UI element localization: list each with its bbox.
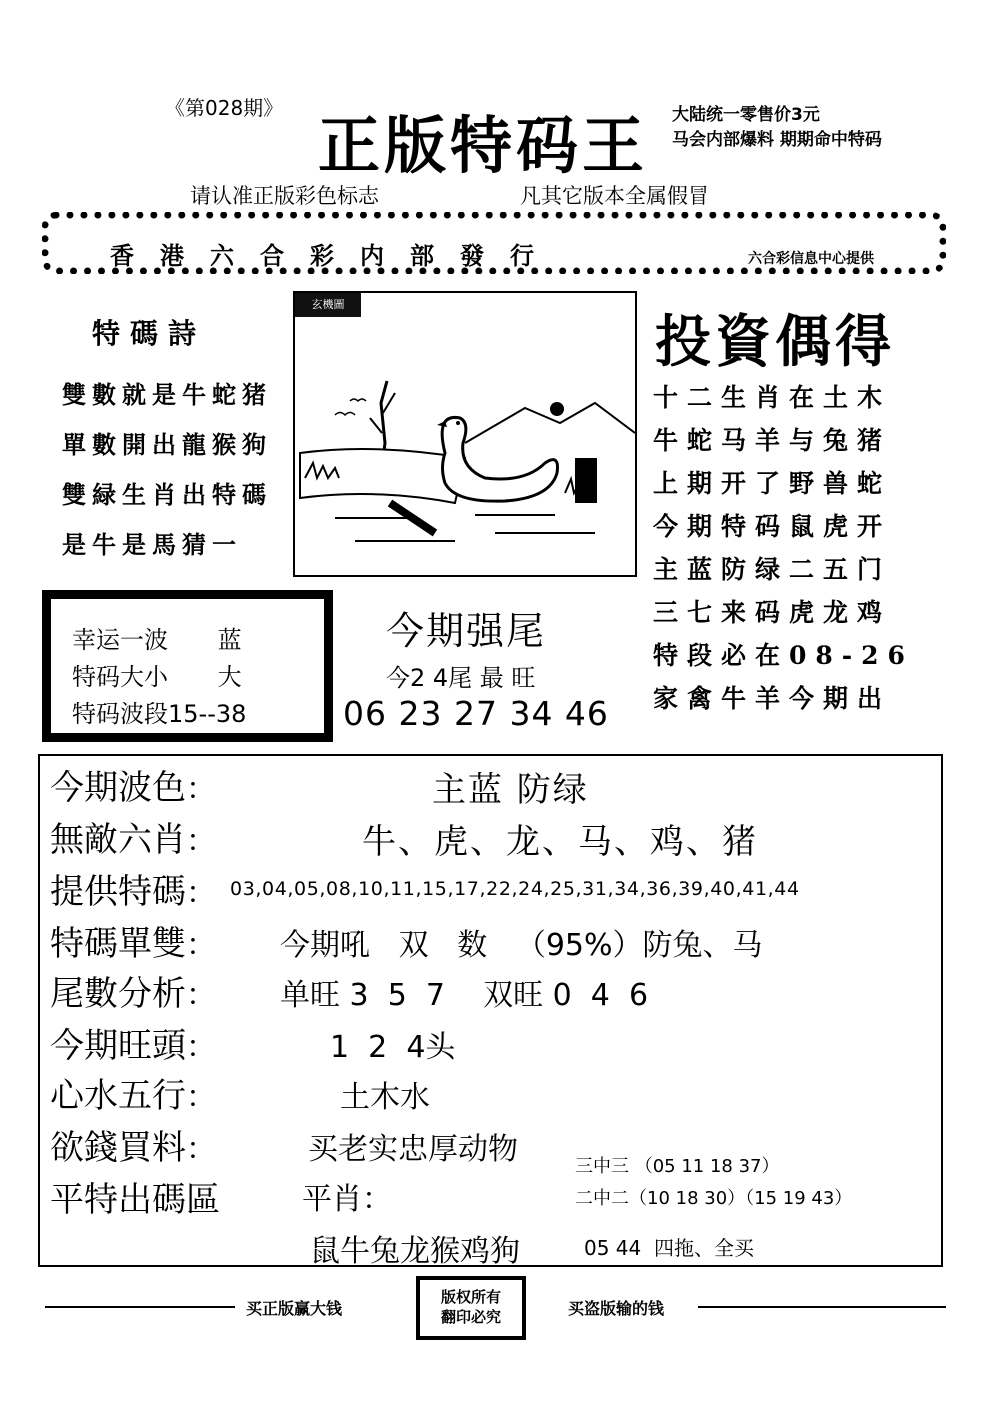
picture-tag: 玄機圖 [295,293,361,317]
banner-title: 香港六合彩内部發行 [110,241,560,270]
strong-title: 今期强尾 [386,609,547,653]
colon: ： [186,978,216,1013]
footer-line-left [45,1306,235,1308]
luck-wave-label: 幸运一波 [72,626,168,654]
row-oddeven [50,916,216,965]
issue-number: 《第028期》 [165,96,284,120]
colon: ： [186,824,216,859]
row-six-value: 牛、虎、龙、马、鸡、猪 [362,822,758,862]
three-hit: 三中三 （05 11 18 37） [575,1156,780,1177]
row-six-label: 無敵六肖 [50,820,186,860]
luck-range [72,694,246,729]
luck-wave [72,620,242,655]
row-flat-sub: 平肖： [302,1182,392,1217]
copyright-line1: 版权所有 [440,1288,501,1306]
invest-line: 十二生肖在土木 [653,383,892,412]
notice-right: 凡其它版本全属假冒 [520,184,709,208]
footer-left-text: 买正版赢大钱 [246,1299,343,1318]
row-element-value: 土木水 [340,1080,430,1115]
row-head-label: 今期旺頭 [50,1026,186,1066]
row-color-value: 主蓝 防绿 [432,770,589,810]
row-head-value: 1 2 4头 [330,1030,456,1065]
colon: ： [186,1132,216,1167]
banner-provider: 六合彩信息中心提供 [748,251,874,267]
row-element-label: 心水五行 [50,1076,186,1116]
invest-line: 三七来码虎龙鸡 [653,598,892,627]
invest-line: 主蓝防绿二五门 [653,555,892,584]
luck-size [72,657,242,692]
poem-line: 雙緑生肖出特碼 [62,480,272,509]
two-hit: 二中二（10 18 30）（15 19 43） [575,1188,853,1209]
row-code [50,864,216,913]
notice-left: 请认准正版彩色标志 [190,184,379,208]
row-buy-label: 欲錢買料 [50,1128,186,1168]
colon: ： [186,772,216,807]
colon: ： [186,1080,216,1115]
row-buy [50,1120,216,1169]
invest-line: 上期开了野兽蛇 [653,469,892,498]
row-oddeven-label: 特碼單雙 [50,924,186,964]
invest-line: 牛蛇马羊与兔猪 [653,426,892,455]
footer-line-right [698,1306,946,1308]
row-flat [50,1172,220,1221]
swan-illustration [295,293,635,575]
row-buy-value: 买老实忠厚动物 [308,1132,518,1167]
poem-line: 雙數就是牛蛇猪 [62,380,272,409]
invest-line: 特段必在08-26 [653,641,914,670]
copyright-box [416,1276,526,1340]
row-oddeven-value: 今期吼 双 数 （95%）防兔、马 [280,928,763,963]
row-code-label: 提供特碼 [50,872,186,912]
colon: ： [186,876,216,911]
poem-line: 是牛是馬猜一 [62,530,242,559]
row-tail-value: 单旺 3 5 7 双旺 0 4 6 [280,978,649,1013]
luck-size-label: 特码大小 [72,663,168,691]
footer-right-text: 买盗版输的钱 [568,1299,665,1318]
strong-sub: 今2 4尾 最 旺 [386,664,536,692]
invest-line: 家禽牛羊今期出 [653,684,892,713]
row-color [50,760,216,809]
invest-title: 投資偶得 [655,309,895,375]
four-drag: 05 44 四拖、全买 [584,1236,754,1260]
row-tail [50,966,216,1015]
row-flat-label: 平特出碼區 [50,1180,220,1220]
luck-range-value: 15--38 [168,700,247,728]
colon: ： [186,928,216,963]
row-element [50,1068,216,1117]
row-tail-label: 尾數分析 [50,974,186,1014]
row-six [50,812,216,861]
tagline: 马会内部爆料 期期命中特码 [672,130,882,150]
row-code-value: 03,04,05,08,10,11,15,17,22,24,25,31,34,36,39,40,41,44 [230,878,800,900]
price-line: 大陆统一零售价3元 [672,105,820,125]
page-title: 正版特码王 [318,109,649,182]
row-color-label: 今期波色 [50,768,186,808]
luck-range-label: 特码波段 [72,700,168,728]
invest-line: 今期特码鼠虎开 [653,512,892,541]
row-head [50,1018,216,1067]
poem-title: 特碼詩 [92,317,207,350]
poem-line: 單數開出龍猴狗 [62,430,272,459]
strong-numbers: 06 23 27 34 46 [343,694,609,733]
copyright-line2: 翻印必究 [440,1308,501,1326]
luck-wave-value: 蓝 [217,626,242,654]
flat-zodiac: 鼠牛兔龙猴鸡狗 [310,1234,520,1269]
luck-size-value: 大 [217,663,242,691]
riddle-picture [293,291,637,577]
colon: ： [186,1030,216,1065]
